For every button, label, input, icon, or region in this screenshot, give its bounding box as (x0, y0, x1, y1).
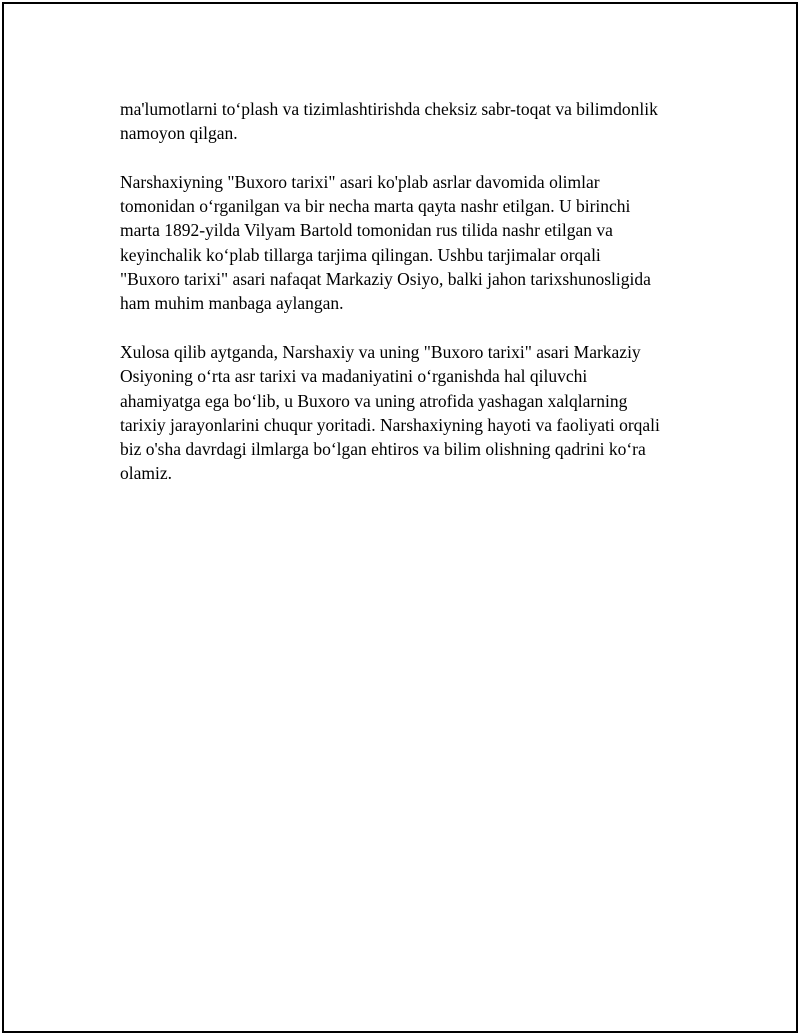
document-body (120, 97, 700, 486)
document-page (2, 2, 798, 1033)
paragraph-intro-continuation: ma'lumotlarni to‘plash va tizimlashtirishda cheksiz sabr-toqat va bilimdonlik namoyon qilgan. (120, 99, 658, 144)
paragraph-conclusion: Xulosa qilib aytganda, Narshaxiy va uning "Buxoro tarixi" asari Markaziy Osiyoning o‘rta asr tarixi va madaniyatini o‘rganishda hal qiluvchi ahamiyatga ega bo‘lib, u Buxoro va uning atrofida yashagan xalqlarning tarixiy jarayonlarini chuqur yoritadi. Narshaxiyning hayoti va faoliyati orqali biz o'sha davrdagi ilmlarga bo‘lgan ehtiros va bilim olishning qadrini ko‘ra olamiz. (120, 341, 660, 484)
paragraph-buxoro-tarixi-editions: Narshaxiyning "Buxoro tarixi" asari ko'plab asrlar davomida olimlar tomonidan o‘rganilgan va bir necha marta qayta nashr etilgan. U birinchi marta 1892-yilda Vilyam Bartold tomonidan rus tilida nashr etilgan va keyinchalik ko‘plab tillarga tarjima qilingan. Ushbu tarjimalar orqali "Buxoro tarixi" asari nafaqat Markaziy Osiyo, balki jahon tarixshunosligida ham muhim manbaga aylangan. (120, 171, 651, 314)
